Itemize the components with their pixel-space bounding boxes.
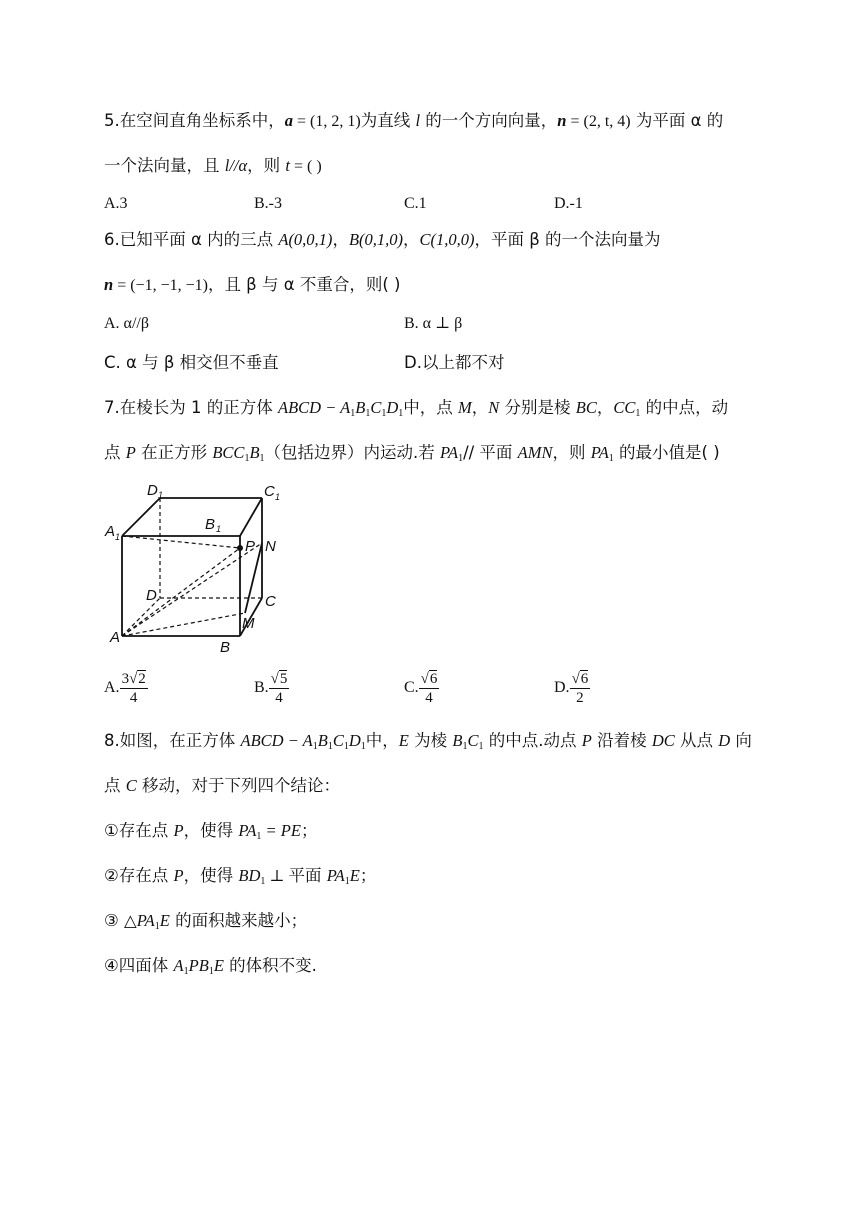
q7-option-d-radicand: 6 [580, 671, 589, 687]
q7-option-d-label: D. [554, 679, 570, 697]
q5-end: 为平面 α 的 [630, 111, 724, 130]
q5-t: t [285, 156, 291, 175]
q8-line2 [104, 775, 340, 797]
q7-cube-tail: 中，点 [403, 398, 459, 417]
q6-option-a: A. α//β [104, 315, 149, 332]
c3-prefix: ③ △ [104, 911, 137, 930]
q8-mid5: 从点 [674, 731, 719, 750]
q6-line2 [104, 274, 400, 297]
q7-comma: ， [471, 398, 489, 417]
q5-l2-mid: ，则 [247, 156, 286, 175]
q8-conclusion-4: ④四面体 $A_1PB_1E$ 的体积不变. [104, 956, 317, 977]
q7-sep: ， [596, 398, 614, 417]
q7-l2-mid4: ，则 [552, 443, 591, 462]
q7-option-a [104, 670, 148, 707]
c1-mid: ，使得 [183, 821, 239, 840]
q6-sep1: ， [332, 230, 349, 249]
q6-end: ，平面 β 的一个法向量为 [474, 230, 661, 249]
c2-expr: BD [238, 866, 261, 885]
q7-pa2: PA [590, 443, 609, 462]
c2-pl2: E [349, 866, 360, 885]
q8-e: E [398, 731, 409, 750]
q5-option-c: C.1 [404, 195, 427, 212]
q7-end: 的中点，动 [640, 398, 729, 417]
svg-text:1: 1 [216, 524, 222, 534]
cube-figure [100, 478, 290, 658]
q7-cube: ABCD − A [277, 398, 351, 417]
q6-option-b: B. α ⊥ β [404, 315, 463, 332]
q8-mid2: 为棱 [408, 731, 453, 750]
q7-amn: AMN [517, 443, 553, 462]
label-d: D [146, 587, 157, 604]
svg-text:1: 1 [275, 492, 281, 502]
cube-diagram [100, 478, 290, 658]
label-m: M [242, 615, 255, 632]
q6-prefix: 6.已知平面 α 内的三点 [104, 230, 279, 249]
q7-prefix: 7.在棱长为 1 的正方体 [104, 398, 278, 417]
q7-l2-mid2: （包括边界）内运动.若 [264, 443, 441, 462]
q7-m: M [458, 398, 472, 417]
q8-p: P [581, 731, 592, 750]
q8-l2-prefix: 点 [104, 776, 126, 795]
q7-option-b-radicand: 5 [279, 671, 288, 687]
q7-bc: BC [575, 398, 597, 417]
q7-pa: PA [440, 443, 459, 462]
q7-option-b-fraction: $\frac{√5}{4}$ [270, 671, 288, 706]
label-p: P [245, 538, 256, 555]
q8-c: C [125, 776, 137, 795]
c1-prefix: ①存在点 [104, 821, 174, 840]
q5-l2-end: = ( ) [290, 158, 322, 175]
q5-mid2: 的一个方向向量， [420, 111, 558, 130]
q8-l2-end: 移动，对于下列四个结论： [136, 776, 341, 795]
q7-option-a-radicand: 2 [138, 671, 146, 687]
c3-end: 的面积越来越小； [169, 911, 308, 930]
q6-sep2: ， [403, 230, 420, 249]
svg-text:1: 1 [115, 532, 121, 542]
c2-p: P [173, 866, 184, 885]
c2-mid: ，使得 [183, 866, 239, 885]
vector-a: a [284, 111, 293, 130]
q8-conclusion-2: ②存在点 P，使得 $BD_1$ ⊥ 平面 $PA_1E$； [104, 866, 377, 887]
q8-d: D [718, 731, 731, 750]
c1-p: P [173, 821, 184, 840]
q7-option-a-den: 4 [129, 690, 138, 706]
label-c1: C [264, 483, 275, 500]
q5-option-a: A.3 [104, 195, 128, 212]
label-a1: A [105, 523, 116, 540]
q7-square: BCC [212, 443, 245, 462]
q7-line1: 7.在棱长为 1 的正方体 ABCD − $A_1B_1C_1D_1$中，点 M，N 分别是棱 BC，$CC_1$ 的中点，动 [104, 398, 729, 419]
c4-prefix: ④四面体 [104, 956, 174, 975]
q7-option-c-radicand: 6 [429, 671, 438, 687]
label-c: C [265, 593, 276, 610]
point-a: A(0,0,1) [278, 230, 333, 249]
q8-mid3: 的中点.动点 [483, 731, 582, 750]
c1-expr2: = PE [261, 821, 301, 840]
q5-line1 [104, 110, 723, 133]
vector-n-value: = (2, t, 4) [566, 113, 631, 130]
q5-option-d: D.-1 [554, 195, 583, 212]
c4-expr2: PB [188, 956, 209, 975]
q6-vector-value: = (−1, −1, −1) [113, 277, 208, 294]
q8-mid: 中， [365, 731, 399, 750]
q7-option-d-fraction: $\frac{√6}{2}$ [571, 671, 589, 706]
q7-option-a-coef: 3 [121, 671, 130, 687]
q5-line2 [104, 155, 322, 178]
q7-option-c-fraction: $\frac{√6}{4}$ [420, 671, 438, 706]
q7-line2: 点 P 在正方形 $BCC_1B_1$（包括边界）内运动.若 $PA_1//$ 平面 AMN，则 $PA_1$ 的最小值是( ) [104, 443, 720, 464]
q6-l2-end: ，且 β 与 α 不重合，则( ) [207, 275, 401, 294]
q6-option-d: D.以上都不对 [404, 353, 505, 372]
vector-n: n [557, 111, 567, 130]
point-p-dot [237, 545, 243, 551]
q7-cc: CC [613, 398, 636, 417]
q6-option-c: C. α 与 β 相交但不垂直 [104, 353, 279, 372]
point-b: B(0,1,0) [348, 230, 404, 249]
q6-line1 [104, 229, 661, 251]
q8-edge: B [452, 731, 463, 750]
q8-prefix: 8.如图，在正方体 [104, 731, 241, 750]
q7-option-d [554, 670, 590, 707]
c4-expr3: E [213, 956, 224, 975]
q7-option-b [254, 670, 289, 707]
q8-conclusion-3: ③ $\triangle PA_1E$ 的面积越来越小； [104, 911, 308, 932]
q5-option-b: B.-3 [254, 195, 282, 212]
q7-n: N [488, 398, 500, 417]
c2-plane: 平面 [288, 866, 327, 885]
q6-vector-n: n [104, 275, 114, 294]
q7-l2-mid3: // 平面 [463, 443, 518, 462]
q7-p: P [125, 443, 136, 462]
c3-expr2: E [159, 911, 170, 930]
c1-end: ； [300, 821, 318, 840]
q7-option-b-label: B. [254, 679, 269, 697]
q5-condition: l//α [224, 156, 248, 175]
q7-option-b-den: 4 [275, 690, 283, 706]
q7-option-a-label: A. [104, 679, 120, 697]
c3-expr: PA [136, 911, 155, 930]
q8-mid4: 沿着棱 [591, 731, 652, 750]
c2-prefix: ②存在点 [104, 866, 174, 885]
vector-a-value: = (1, 2, 1) [293, 113, 361, 130]
q5-mid: 为直线 [360, 111, 416, 130]
q7-option-d-den: 2 [576, 690, 584, 706]
q7-mid: 分别是棱 [499, 398, 576, 417]
q7-option-c-label: C. [404, 679, 419, 697]
q7-square2: B [249, 443, 260, 462]
c2-pl: PA [326, 866, 345, 885]
label-b1: B [205, 516, 216, 533]
q7-l2-mid: 在正方形 [135, 443, 213, 462]
c4-end: 的体积不变. [223, 956, 317, 975]
q8-line1: 8.如图，在正方体 ABCD − $A_1B_1C_1D_1$中，E 为棱 $B_1C_1$ 的中点.动点 P 沿着棱 DC 从点 D 向 [104, 731, 752, 752]
q5-l2-text: 一个法向量，且 [104, 156, 225, 175]
q8-cube: ABCD − A [240, 731, 313, 750]
q8-conclusion-1: ①存在点 P，使得 $PA_1$ = PE； [104, 821, 318, 842]
q5-prefix: 5.在空间直角坐标系中， [104, 111, 285, 130]
q7-option-c-den: 4 [425, 690, 433, 706]
label-d1: D [147, 482, 158, 499]
line-l: l [415, 111, 421, 130]
label-a: A [110, 629, 121, 646]
q7-l2-prefix: 点 [104, 443, 126, 462]
point-c: C(1,0,0) [419, 230, 475, 249]
svg-text:1: 1 [158, 490, 164, 500]
q7-l2-end: 的最小值是( ) [613, 443, 720, 462]
c1-expr: PA [238, 821, 257, 840]
c2-end: ； [359, 866, 377, 885]
q8-end: 向 [730, 731, 752, 750]
q7-option-c [404, 670, 439, 707]
q7-option-a-fraction: $\frac{3√2}{4}$ [121, 671, 146, 706]
c4-expr: A [173, 956, 184, 975]
label-b: B [220, 639, 231, 656]
c2-perp: ⊥ [265, 868, 289, 885]
label-n: N [265, 538, 276, 555]
q8-dc: DC [651, 731, 675, 750]
